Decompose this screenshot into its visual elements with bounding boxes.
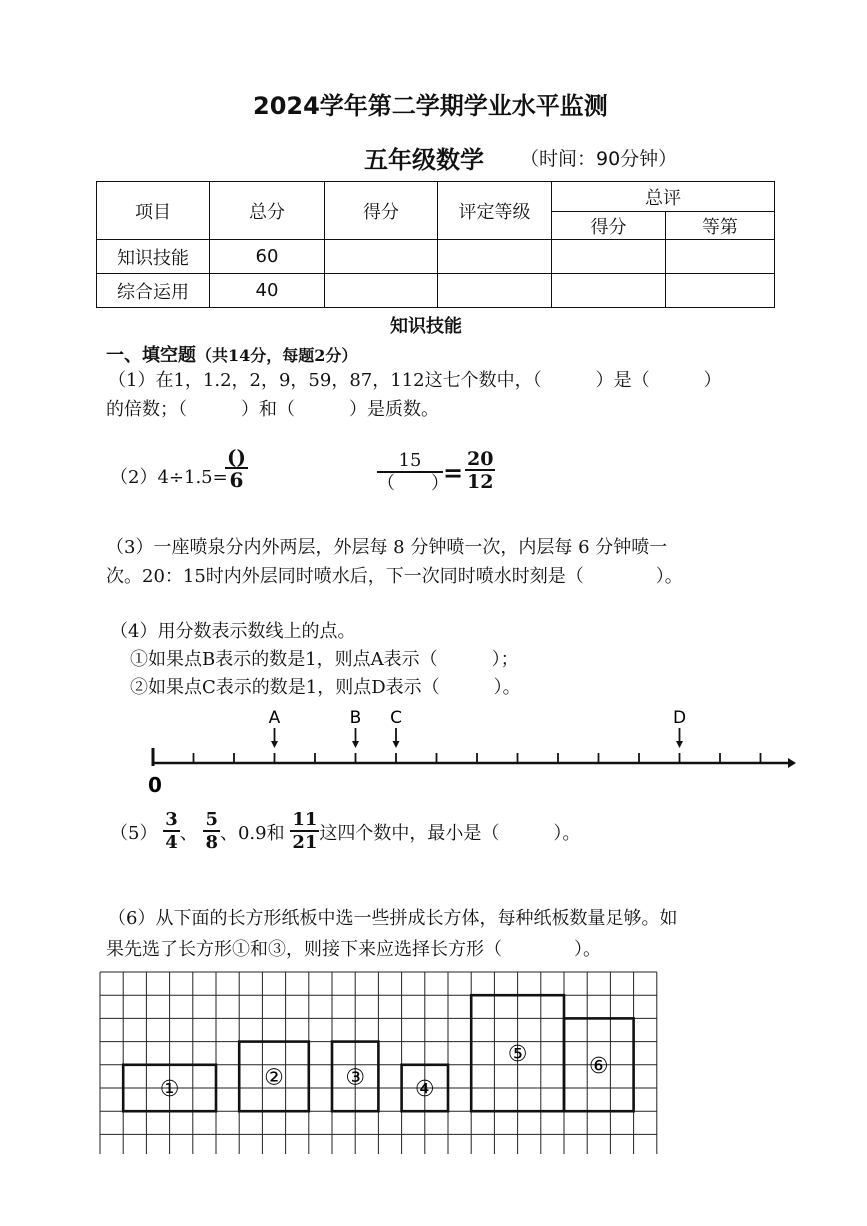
q5-suffix: 这四个数中，最小是（ ）。	[319, 823, 581, 844]
section-title: 知识技能	[390, 316, 462, 337]
fraction-numerator: 15	[377, 451, 443, 473]
fraction-denominator: 4	[165, 832, 178, 853]
fraction-numerator: 11	[292, 809, 318, 830]
part-note: （共14分，每题2分）	[196, 346, 358, 365]
row-item: 知识技能	[97, 240, 210, 274]
fraction-numerator: 5	[205, 809, 218, 830]
table-row	[97, 274, 775, 308]
point-label-a: A	[268, 708, 281, 728]
rectangle-label-5: ⑤	[507, 1042, 528, 1068]
header-grade: 评定等级	[438, 182, 552, 240]
q6-line1: （6）从下面的长方形纸板中选一些拼成长方体，每种纸板数量足够。如	[108, 908, 678, 929]
point-label-d: D	[672, 708, 687, 728]
rectangle-grid	[96, 968, 670, 1154]
fraction-denominator: 12	[467, 471, 494, 493]
rectangle-label-6: ⑥	[588, 1053, 609, 1079]
fraction-denominator: （ ）	[377, 473, 449, 494]
q5-fraction-b	[203, 810, 220, 854]
number-line-arrow	[788, 758, 796, 768]
fraction-denominator: 21	[292, 832, 318, 853]
fraction-numerator: ()	[227, 445, 246, 469]
point-arrow-head	[393, 741, 400, 748]
score-cell[interactable]	[325, 240, 438, 274]
fraction-numerator: 20	[467, 448, 494, 470]
overall-rank-cell[interactable]	[666, 240, 775, 274]
part-heading	[106, 341, 357, 367]
q3-line2: 次。20：15时内外层同时喷水后，下一次同时喷水时刻是（ ）。	[106, 566, 683, 587]
fraction-denominator: 6	[229, 468, 244, 492]
header-score: 得分	[325, 182, 438, 240]
overall-score-cell[interactable]	[552, 274, 666, 308]
q5-mid: 、0.9和	[219, 823, 285, 844]
score-table	[96, 181, 775, 308]
q2-prefix: （2）4÷1.5=	[110, 467, 228, 488]
q5-fraction-c	[290, 810, 319, 854]
q5-prefix: （5）	[110, 823, 158, 844]
grade-cell[interactable]	[438, 274, 552, 308]
q5-fraction-a	[163, 810, 180, 854]
rectangle-label-2: ②	[264, 1065, 284, 1091]
row-total: 60	[210, 240, 325, 274]
fraction-denominator: 8	[205, 832, 218, 853]
header-overall: 总评	[552, 182, 775, 212]
overall-rank-cell[interactable]	[666, 274, 775, 308]
grade-cell[interactable]	[438, 240, 552, 274]
page-title: 2024学年第二学期学业水平监测	[253, 92, 608, 120]
score-cell[interactable]	[325, 274, 438, 308]
point-arrow-head	[676, 741, 683, 748]
q1-line2: 的倍数；（ ）和（ ）是质数。	[106, 399, 439, 420]
point-arrow-head	[271, 741, 278, 748]
row-total: 40	[210, 274, 325, 308]
point-label-c: C	[390, 708, 402, 728]
q2-equals: =	[443, 458, 464, 487]
header-overall-score: 得分	[552, 212, 666, 240]
row-item: 综合运用	[97, 274, 210, 308]
q4-stem: （4）用分数表示数线上的点。	[110, 621, 356, 642]
part-title: 一、填空题	[106, 345, 196, 366]
q3-line1: （3）一座喷泉分内外两层，外层每 8 分钟喷一次，内层每 6 分钟喷一	[106, 537, 668, 558]
number-line	[140, 700, 800, 800]
q2-fraction-1	[225, 447, 248, 491]
q5	[110, 810, 580, 854]
point-arrow-head	[352, 741, 359, 748]
page-subtitle: 五年级数学	[364, 146, 484, 174]
q1-line1: （1）在1，1.2，2，9，59，87，112这七个数中，（ ）是（ ）	[108, 370, 722, 391]
header-overall-rank: 等第	[666, 212, 775, 240]
rectangle-label-4: ④	[414, 1077, 435, 1102]
number-line-zero-label: 0	[148, 773, 162, 797]
header-item: 项目	[97, 182, 210, 240]
rectangle-label-3: ③	[345, 1065, 366, 1091]
header-total: 总分	[210, 182, 325, 240]
rectangle-label-1: ①	[159, 1077, 180, 1102]
q2-fraction-3	[465, 449, 495, 493]
fraction-numerator: 3	[165, 809, 178, 830]
exam-time: （时间：90分钟）	[520, 148, 678, 170]
q2-fraction-2	[377, 451, 449, 495]
overall-score-cell[interactable]	[552, 240, 666, 274]
table-row	[97, 240, 775, 274]
point-label-b: B	[349, 708, 362, 728]
q4-sub2: ②如果点C表示的数是1，则点D表示（ ）。	[130, 677, 521, 698]
q4-sub1: ①如果点B表示的数是1，则点A表示（ ）；	[130, 649, 519, 670]
q5-sep: 、	[179, 823, 198, 844]
q6-line2: 果先选了长方形①和③，则接下来应选择长方形（ ）。	[106, 939, 601, 960]
